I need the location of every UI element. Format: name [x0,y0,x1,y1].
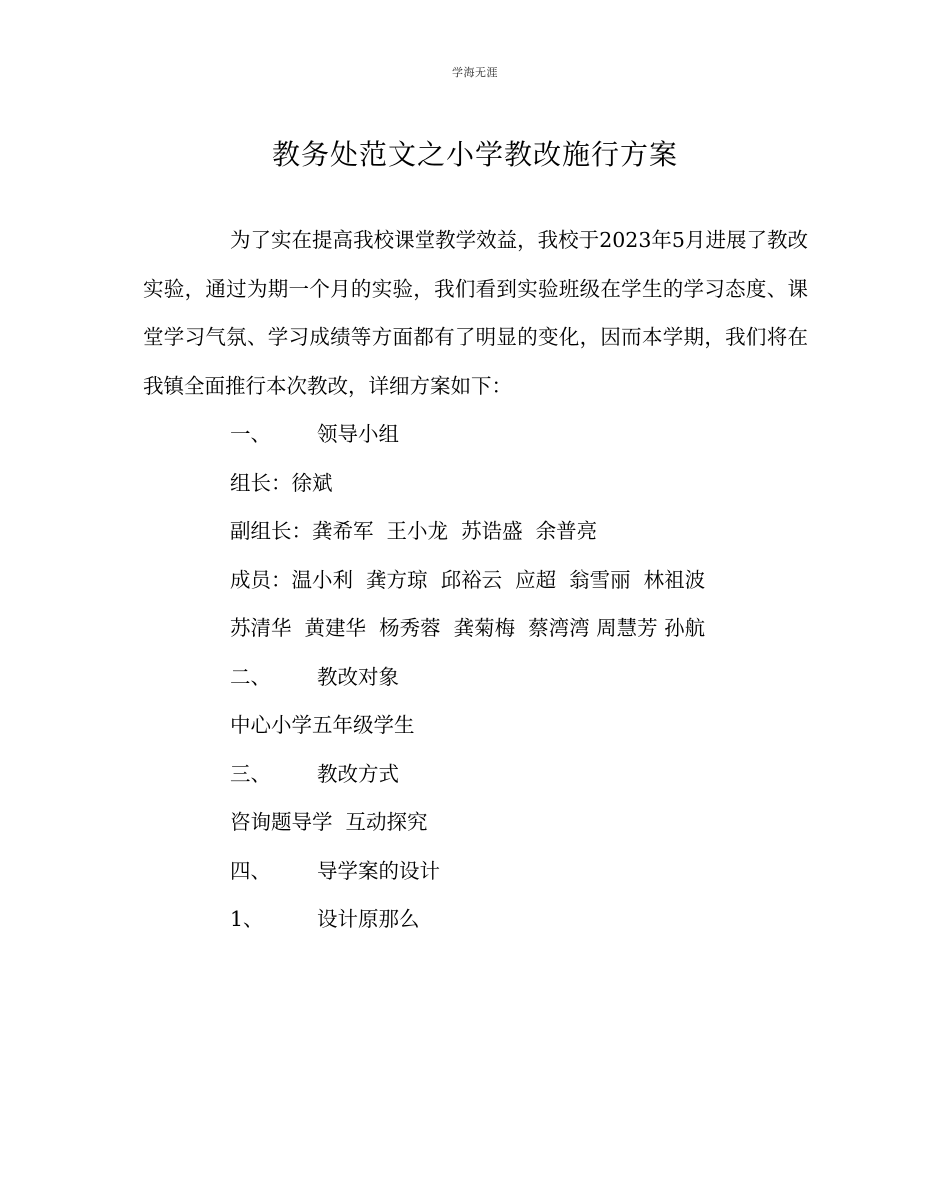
section-label: 导学案的设计 [317,858,440,883]
section-label: 教改对象 [317,664,399,689]
section-heading [143,895,808,944]
section-number: 四、 [230,858,271,883]
section-number: 一、 [230,422,271,446]
document-body [143,216,808,944]
intro-paragraph: 为了实在提高我校课堂教学效益，我校于2023年5月进展了教改实验，通过为期一个月的实验，我们看到实验班级在学生的学习态度、课堂学习气氛、学习成绩等方面都有了明显的变化，因而本学期，我们将在我镇全面推行本次教改，详细方案如下： [143,228,808,398]
members-line: 成员：温小利 龚方琼 邱裕云 应超 翁雪丽 林祖波 [230,567,706,592]
section-label: 教改方式 [317,761,399,786]
section-label: 设计原那么 [317,907,420,931]
section-heading [143,750,808,799]
section-heading [143,653,808,702]
members-line: 苏清华 黄建华 杨秀蓉 龚菊梅 蔡湾湾 周慧芳 孙航 [230,616,706,640]
method-line: 咨询题导学 互动探究 [230,810,428,834]
deputy-line: 副组长：龚希军 王小龙 苏诰盛 余普亮 [230,519,598,543]
leader-line: 组长：徐斌 [230,470,333,495]
section-number: 二、 [230,664,271,689]
section-number: 三、 [230,761,271,786]
section-number: 1、 [230,907,264,931]
document-title: 教务处范文之小学教改施行方案 [271,138,678,171]
target-line: 中心小学五年级学生 [230,713,415,737]
section-label: 领导小组 [317,422,399,446]
page-header: 学海无涯 [452,66,498,79]
section-heading [143,410,808,459]
section-heading [143,847,808,896]
